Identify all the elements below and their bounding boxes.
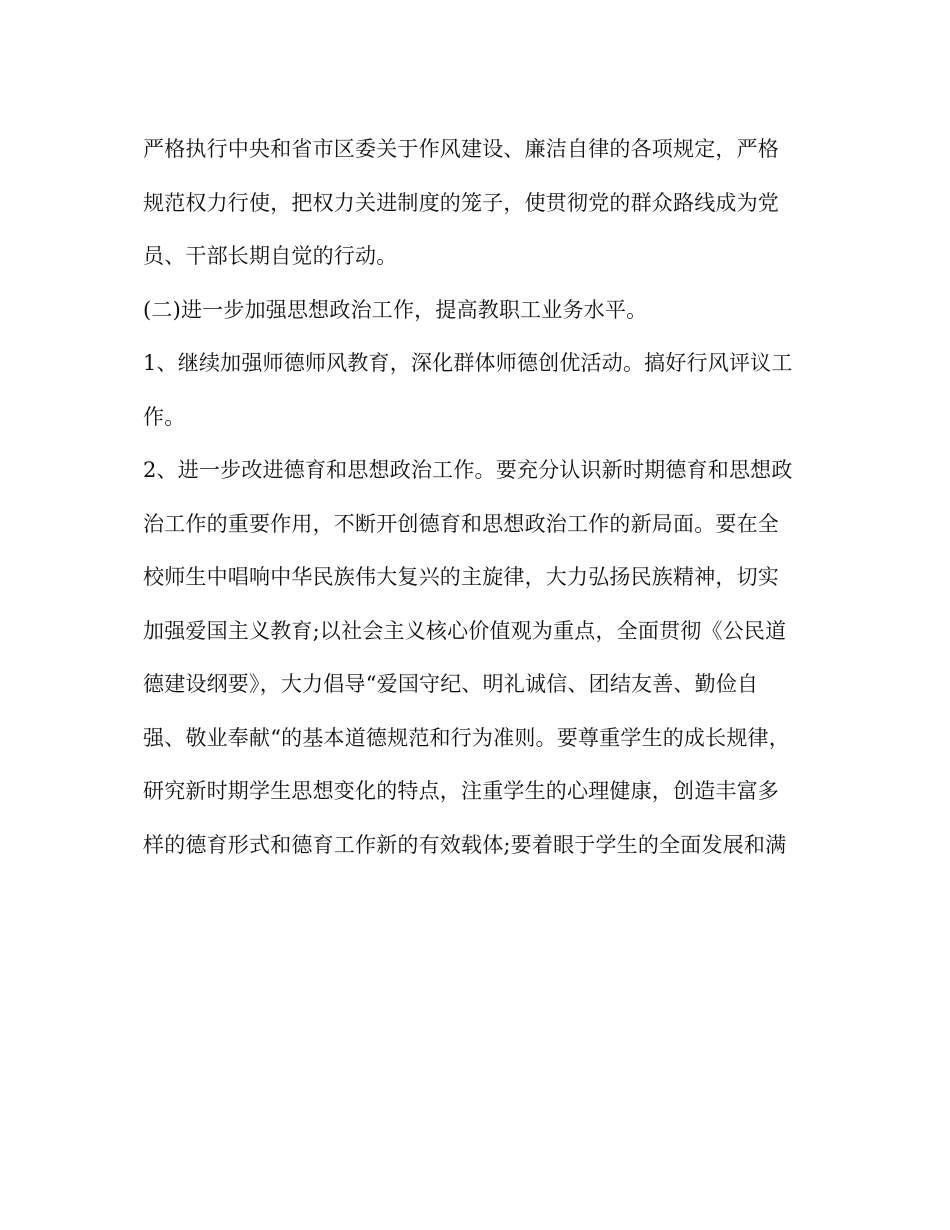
text-line: 样的德育形式和德育工作新的有效载体;要着眼于学生的全面发展和满	[143, 832, 787, 857]
text-line: 校师生中唱响中华民族伟大复兴的主旋律，大力弘扬民族精神，切实	[143, 565, 779, 589]
text-line: 严格执行中央和省市区委关于作风建设、廉洁自律的各项规定，严格	[143, 137, 779, 161]
text-line: 德建设纲要》，大力倡导“爱国守纪、明礼诚信、团结友善、勤俭自	[143, 672, 759, 696]
text-line: 员、干部长期自觉的行动。	[143, 244, 398, 268]
text-line: 作。	[143, 404, 186, 429]
text-line: 规范权力行使，把权力关进制度的笼子，使贯彻党的群众路线成为党	[143, 190, 779, 215]
text-line: 研究新时期学生思想变化的特点，注重学生的心理健康，创造丰富多	[143, 779, 779, 803]
list-item-2: 2、进一步改进德育和思想政治工作。要充分认识新时期德育和思想政	[143, 458, 793, 482]
text-line: 加强爱国主义教育;以社会主义核心价值观为重点，全面贯彻《公民道	[143, 618, 787, 643]
document-body	[143, 123, 808, 872]
text-line: 治工作的重要作用，不断开创德育和思想政治工作的新局面。要在全	[143, 511, 779, 536]
section-heading: (二)进一步加强思想政治工作，提高教职工业务水平。	[143, 297, 648, 322]
list-item-1: 1、继续加强师德师风教育，深化群体师德创优活动。搞好行风评议工	[143, 351, 793, 375]
text-line: 强、敬业奉献“的基本道德规范和行为准则。要尊重学生的成长规律，	[143, 725, 790, 750]
